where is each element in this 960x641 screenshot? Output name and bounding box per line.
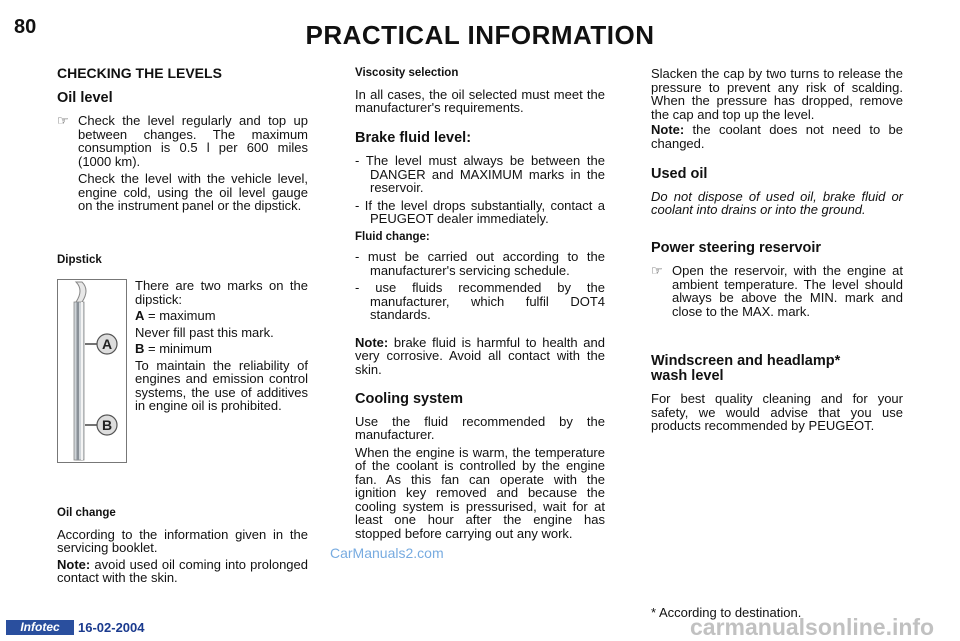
dipstick-heading-text: Dipstick (57, 254, 102, 266)
oil-change-note-text: avoid used oil coming into prolonged contact with the skin. (57, 556, 308, 585)
used-oil-heading: Used oil (651, 166, 708, 182)
mark-a-letter: A (135, 308, 145, 323)
brake-fluid-heading: Brake fluid level: (355, 129, 472, 146)
footnote-text: * According to destination. (651, 605, 802, 620)
fluid-change-bullet-1: - must be carried out according to the manufacturer's servicing schedule. (355, 249, 605, 278)
dipstick-drawing (58, 280, 126, 462)
footer-date: 16-02-2004 (78, 620, 145, 635)
column-2 (355, 67, 605, 540)
fluid-change-heading: Fluid change: (355, 230, 430, 243)
washer-heading-line-2: wash level (651, 367, 724, 384)
mark-a-label: A (101, 336, 113, 352)
dipstick-text (135, 279, 308, 413)
dipstick-heading (57, 254, 257, 268)
fluid-change-bullet-2: - use fluids recommended by the manufacturer, which fulfil DOT4 standards. (355, 280, 605, 322)
brake-note-text: brake fluid is harmful to health and very corrosive. Avoid all contact with the skin. (355, 334, 605, 377)
column-1 (57, 67, 308, 213)
pointing-hand-icon: ☞ (57, 113, 69, 128)
page-title: PRACTICAL INFORMATION (305, 20, 655, 50)
washer-heading-line-1: Windscreen and headlamp* (651, 353, 841, 369)
viscosity-heading: Viscosity selection (355, 67, 459, 79)
never-fill-text: Never fill past this mark. (135, 324, 274, 340)
power-steering-text: Open the reservoir, with the engine at ambient temperature. The level should always be above the MIN. mark and close to the MAX. mark. (672, 263, 903, 319)
mark-a-line (135, 309, 308, 323)
mark-b-letter: B (135, 341, 145, 356)
section-heading-checking-levels: CHECKING THE LEVELS (57, 65, 222, 81)
oil-level-bullet (57, 114, 308, 213)
coolant-note (651, 123, 903, 150)
mark-b-label: B (101, 417, 113, 433)
power-steering-bullet (651, 264, 903, 318)
pointing-hand-icon: ☞ (651, 263, 663, 278)
viscosity-text: In all cases, the oil selected must meet the manufacturer's requirements. (355, 86, 605, 115)
brake-bullet-2: - If the level drops substantially, contact a PEUGEOT dealer immediately. (355, 197, 605, 226)
heading-oil-level: Oil level (57, 89, 113, 106)
power-steering-heading: Power steering reservoir (651, 239, 822, 256)
dipstick-marks-intro: There are two marks on the dipstick: (135, 278, 308, 307)
oil-change-section (57, 507, 308, 585)
oil-change-text: According to the information given in the servicing booklet. (57, 526, 308, 555)
mark-b-meaning: = minimum (144, 341, 212, 356)
infotec-logo: Infotec (6, 620, 74, 635)
note-label: Note: (355, 334, 389, 350)
oil-change-note (57, 558, 308, 585)
brake-bullet-1: - The level must always be between the DANGER and MAXIMUM marks in the reservoir. (355, 153, 605, 195)
oil-change-heading: Oil change (57, 507, 116, 519)
slacken-cap-text: Slacken the cap by two turns to release the pressure to prevent any risk of scalding. When the pressure has dropped, remove the cap and top up the level. (651, 66, 903, 122)
coolant-note-text: the coolant does not need to be changed. (651, 122, 903, 151)
cooling-text-1: Use the fluid recommended by the manufacturer. (355, 413, 605, 442)
mark-b-line (135, 342, 308, 356)
additives-text: To maintain the reliability of engines and emission control systems, the use of additives in engine oil is prohibited. (135, 357, 308, 413)
dipstick-illustration (57, 279, 127, 463)
oil-level-text-1: Check the level regularly and top up between changes. The maximum consumption is 0.5 l per 600 miles (1000 km). (78, 113, 308, 169)
column-3 (651, 67, 903, 433)
page-number: 80 (14, 16, 37, 38)
brake-note (355, 336, 605, 377)
cooling-text-2: When the engine is warm, the temperature of the coolant is controlled by the engine fan. As this fan can operate with the ignition key removed and because the cooling system is pressurised, wait for at least one hour after the engine has stopped before carrying out any work. (355, 444, 605, 541)
used-oil-text: Do not dispose of used oil, brake fluid or coolant into drains or into the ground. (651, 188, 903, 217)
washer-text: For best quality cleaning and for your safety, we would advise that you use products recommended by PEUGEOT. (651, 391, 903, 433)
watermark-carmanualsonline: carmanualsonline.info (690, 614, 935, 640)
mark-a-meaning: = maximum (144, 308, 216, 323)
oil-level-text-2: Check the level with the vehicle level, engine cold, using the oil level gauge on the instrument panel or the dipstick. (78, 171, 308, 213)
watermark-carmanuals: CarManuals2.com (330, 545, 444, 561)
note-label: Note: (651, 122, 685, 137)
note-label: Note: (57, 556, 91, 572)
cooling-system-heading: Cooling system (355, 391, 463, 407)
